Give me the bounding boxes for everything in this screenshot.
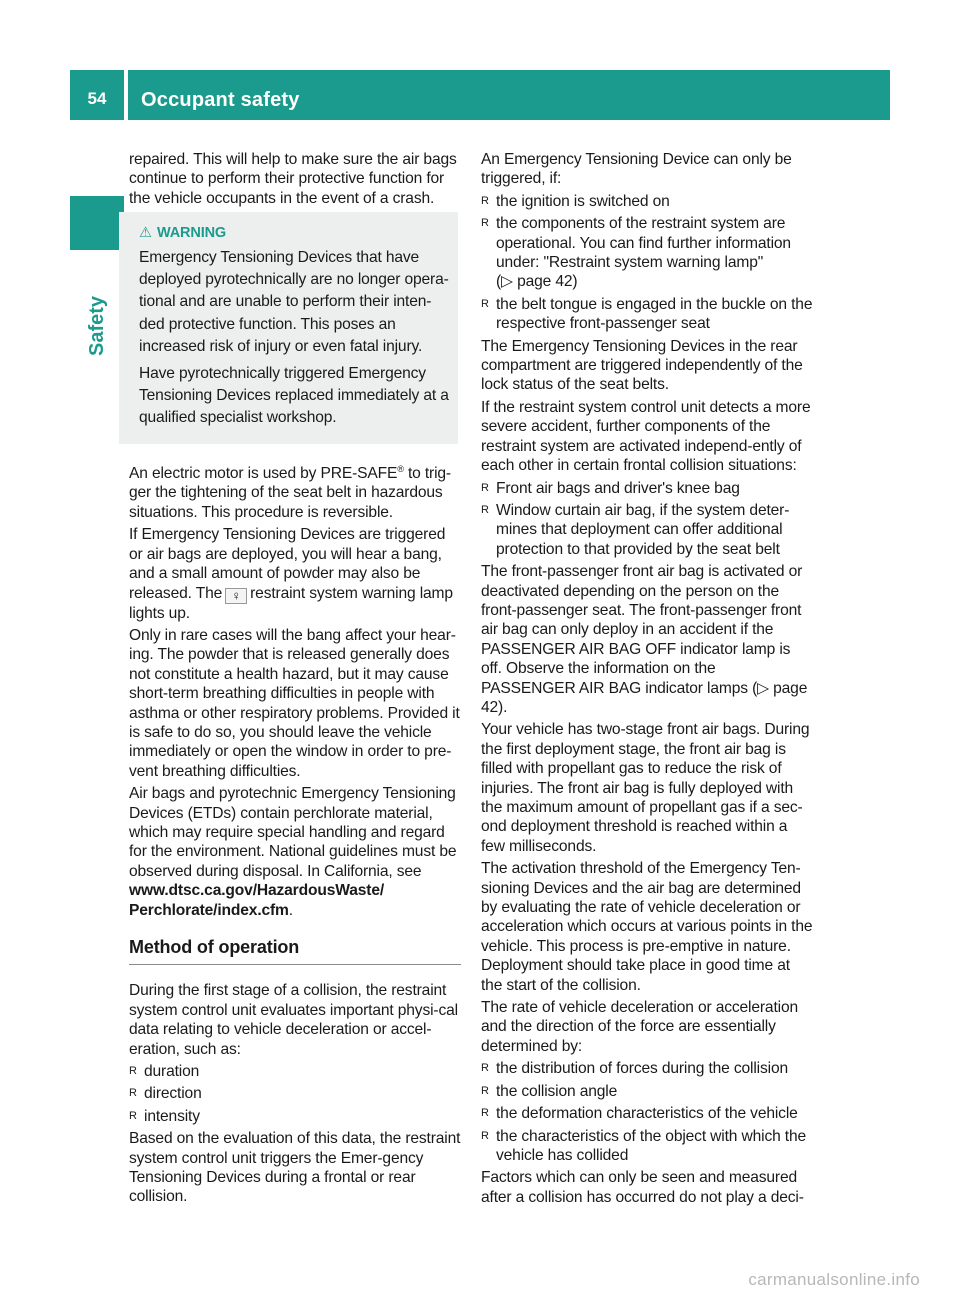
list-item: R the belt tongue is engaged in the buckle on the respective front-passenger seat [481, 295, 813, 333]
paragraph: Only in rare cases will the bang affect your hear-ing. The powder that is released generally does not constitute a health hazard, but it may cause short-term breathing difficulties in people with asthma or other respiratory problems. Provided it is safe to do so, you should leave the vehicle immediately or open the window in order to pre-vent breathing difficulties. [129, 626, 460, 780]
bullet-icon: R [481, 217, 489, 230]
paragraph: repaired. This will help to make sure the air bags continue to perform their protective function for the vehicle occupants in the event of a crash. [129, 151, 457, 207]
paragraph: Based on the evaluation of this data, the restraint system control unit triggers the Emer-gency Tensioning Devices during a frontal or rear collision. [129, 1130, 461, 1206]
registered-mark: ® [397, 463, 404, 474]
paragraph: If the restraint system control unit detects a more severe accident, further components of the restraint system are activated independ-ently of each other in certain frontal collision situations: [481, 398, 811, 475]
hazardous-waste-link[interactable]: www.dtsc.ca.gov/HazardousWaste/ Perchlorate/index.cfm [129, 882, 385, 919]
page-number: 54 [87, 89, 107, 108]
list-item: R Front air bags and driver's knee bag [481, 479, 740, 497]
bullet-icon: R [481, 194, 489, 207]
paragraph: During the first stage of a collision, the restraint system control unit evaluates important physi-cal data relating to vehicle deceleration or accel-eration, such as: [129, 982, 458, 1058]
warning-triangle-icon: ⚠ [139, 225, 152, 242]
bullet-icon: R [481, 297, 489, 310]
warning-box [119, 212, 458, 444]
bullet-icon: R [481, 503, 489, 516]
paragraph: Your vehicle has two-stage front air bags. During the first deployment stage, the front air bag is filled with propellant gas to reduce the risk of injuries. The front air bag is fully deployed with the maximum amount of propellant gas if a sec-ond deployment threshold is reached within a few milliseconds. [481, 721, 810, 855]
paragraph: Air bags and pyrotechnic Emergency Tensioning Devices (ETDs) contain perchlorate material, which may require special handling and regard for the environment. National guidelines must be observed during disposal. In California, see www.dtsc.ca.gov/HazardousWaste/ Perchlorate/index.cfm. [129, 785, 457, 919]
warning-heading [139, 222, 450, 244]
bullet-icon: R [481, 1062, 489, 1075]
warning-text: Emergency Tensioning Devices that have deployed pyrotechnically are no longer opera-tional and are unable to perform their inten-ded protective function. This poses an increased risk of injury or even fatal injury. [139, 248, 449, 356]
side-tab-marker [70, 196, 124, 250]
list-item: R the distribution of forces during the collision [481, 1060, 788, 1078]
list-item: R Window curtain air bag, if the system deter-mines that deployment can offer additional protection to that provided by the seat belt [481, 501, 790, 558]
list-item: R the characteristics of the object with which the vehicle has collided [481, 1127, 807, 1164]
paragraph: The activation threshold of the Emergency Ten-sioning Devices and the air bag are determined by evaluating the rate of vehicle deceleration or acceleration which occurs at various points in the vehicle. This process is pre-emptive in nature. Deployment should take place in good time at the start of the collision. [481, 860, 813, 994]
right-column [481, 150, 813, 1210]
bullet-icon: R [129, 1065, 137, 1078]
paragraph: The rate of vehicle deceleration or acceleration and the direction of the force are essentially determined by: [481, 999, 798, 1055]
paragraph: An Emergency Tensioning Device can only be triggered, if: [481, 151, 792, 188]
paragraph: The front-passenger front air bag is activated or deactivated depending on the person on the front-passenger seat. The front-passenger front air bag can only deploy in an accident if the PASSENGER AIR BAG OFF indicator lamp is off. Observe the information on the PASSENGER AIR BAG indicator lamps (▷ page 42). [481, 563, 808, 716]
bullet-icon: R [481, 1084, 489, 1097]
bullet-icon: R [481, 1107, 489, 1120]
page-reference-link[interactable]: (▷ page 42) [496, 273, 578, 291]
bullet-icon: R [129, 1087, 137, 1100]
restraint-system-warning-lamp-icon: ♀ [225, 588, 247, 604]
paragraph: If Emergency Tensioning Devices are triggered or air bags are deployed, you will hear a bang, and a small amount of powder may also be released. The ♀ restraint system warning lamp lights up. [129, 526, 453, 622]
left-column [129, 150, 461, 1210]
paragraph: The Emergency Tensioning Devices in the rear compartment are triggered independently of the lock status of the seat belts. [481, 337, 803, 394]
list-item: R duration [129, 1063, 200, 1081]
list-item: R intensity [129, 1107, 200, 1125]
list-item: R the components of the restraint system are operational. You can find further information under: "Restraint system warning lamp" (▷ page 42) [481, 215, 791, 291]
watermark: carmanualsonline.info [748, 1270, 920, 1289]
list-item: R the deformation characteristics of the vehicle [481, 1105, 798, 1123]
bullet-icon: R [481, 1129, 489, 1142]
section-heading: Method of operation [129, 938, 461, 965]
warning-label: WARNING [157, 225, 227, 242]
header-divider [124, 70, 128, 120]
bullet-icon: R [129, 1109, 137, 1122]
bullet-icon: R [481, 481, 489, 494]
paragraph: An electric motor is used by PRE-SAFE® to trig-ger the tightening of the seat belt in hazardous situations. This procedure is reversible. [129, 463, 451, 521]
paragraph: Factors which can only be seen and measured after a collision has occurred do not play a deci- [481, 1169, 804, 1206]
list-item: R direction [129, 1085, 202, 1103]
list-item: R the ignition is switched on [481, 192, 670, 210]
side-section-label: Safety [86, 295, 108, 357]
list-item: R the collision angle [481, 1082, 618, 1100]
warning-text: Have pyrotechnically triggered Emergency Tensioning Devices replaced immediately at a qualified specialist workshop. [139, 364, 449, 427]
page-header-title: Occupant safety [141, 89, 300, 111]
